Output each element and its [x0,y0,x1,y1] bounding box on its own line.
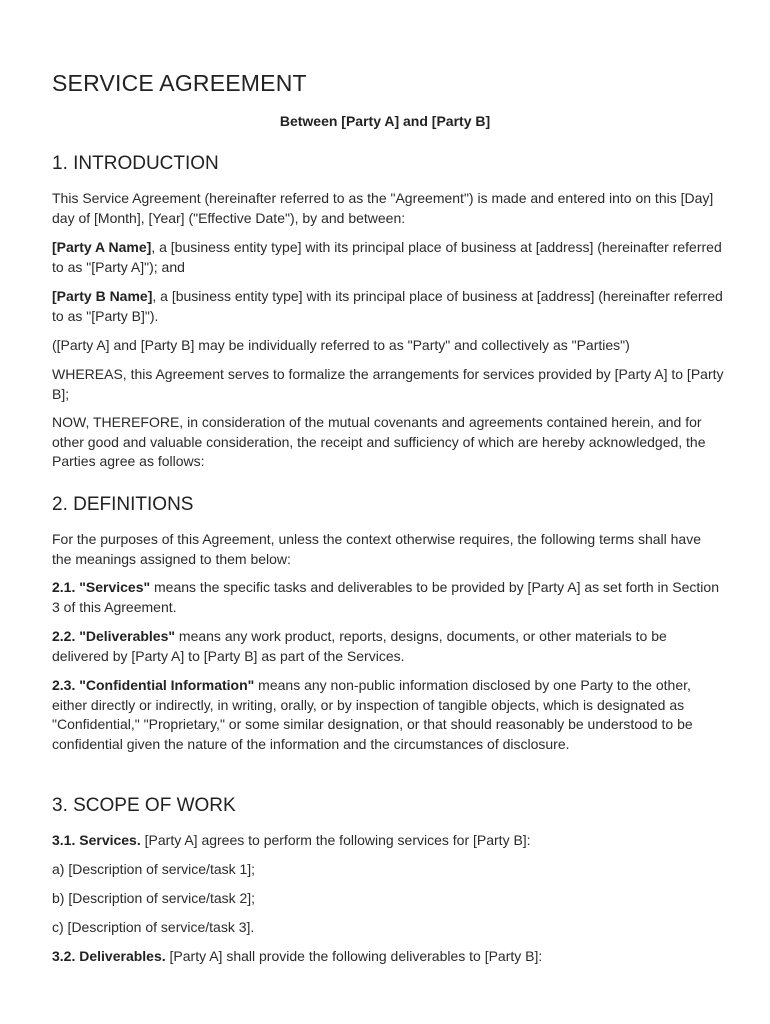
party-a-name: [Party A Name] [52,239,152,255]
definition-services [52,578,724,617]
definition-confidential-term: 2.3. "Confidential Information" [52,677,255,693]
definition-confidential-text: means any non-public information disclosed by one Party to the other, either directly or indirectly, in writing, orally, or by inspection of tangible objects, which is designated as "Confidential," "Proprietary," or some similar designation, or that should reasonably be understood to be confidential given the nature of the information and the circumstances of disclosure. [52,677,693,752]
now-therefore-paragraph: NOW, THEREFORE, in consideration of the mutual covenants and agreements contained herein, and for other good and valuable consideration, the receipt and sufficiency of which are hereby acknowledged, the Parties agree as follows: [52,414,706,469]
whereas-paragraph: WHEREAS, this Agreement serves to formalize the arrangements for services provided by [Party A] to [Party B]; [52,366,724,402]
party-b-description: , a [business entity type] with its principal place of business at [address] (hereinafter referred to as "[Party B]"). [52,288,723,324]
party-a-description: , a [business entity type] with its principal place of business at [address] (hereinafter referred to as "[Party A]"); and [52,239,722,275]
service-item-b: b) [Description of service/task 2]; [52,890,256,906]
definition-services-text: means the specific tasks and deliverables to be provided by [Party A] as set forth in Section 3 of this Agreement. [52,579,719,615]
definition-services-term: 2.1. "Services" [52,579,151,595]
service-item-a: a) [Description of service/task 1]; [52,861,256,877]
scope-services-paragraph [52,831,724,851]
definition-deliverables-text: means any work product, reports, designs, documents, or other materials to be delivered by [Party A] to [Party B] as part of the Services. [52,628,667,664]
section-heading-definitions: 2. DEFINITIONS [52,494,194,515]
parties-paragraph: ([Party A] and [Party B] may be individually referred to as "Party" and collectively as "Parties") [52,337,630,353]
party-a-paragraph [52,238,724,277]
intro-paragraph: This Service Agreement (hereinafter referred to as the "Agreement") is made and entered into on this [Day] day of [Month], [Year] ("Effective Date"), by and between: [52,190,714,226]
document-title: SERVICE AGREEMENT [52,70,307,96]
party-b-paragraph [52,287,724,326]
scope-deliverables-term: 3.2. Deliverables. [52,948,166,964]
document-subtitle: Between [Party A] and [Party B] [279,113,491,129]
definitions-intro-paragraph: For the purposes of this Agreement, unless the context otherwise requires, the following terms shall have the meanings assigned to them below: [52,531,702,567]
section-heading-scope-of-work: 3. SCOPE OF WORK [52,795,236,816]
scope-deliverables-paragraph [52,947,724,967]
scope-services-term: 3.1. Services. [52,832,141,848]
service-item-c: c) [Description of service/task 3]. [52,919,255,935]
party-b-name: [Party B Name] [52,288,153,304]
definition-deliverables-term: 2.2. "Deliverables" [52,628,176,644]
definition-confidential-information [52,676,724,754]
section-heading-introduction: 1. INTRODUCTION [52,153,219,174]
scope-deliverables-text: [Party A] shall provide the following deliverables to [Party B]: [165,948,543,964]
definition-deliverables [52,627,724,666]
scope-services-text: [Party A] agrees to perform the following services for [Party B]: [140,832,531,848]
